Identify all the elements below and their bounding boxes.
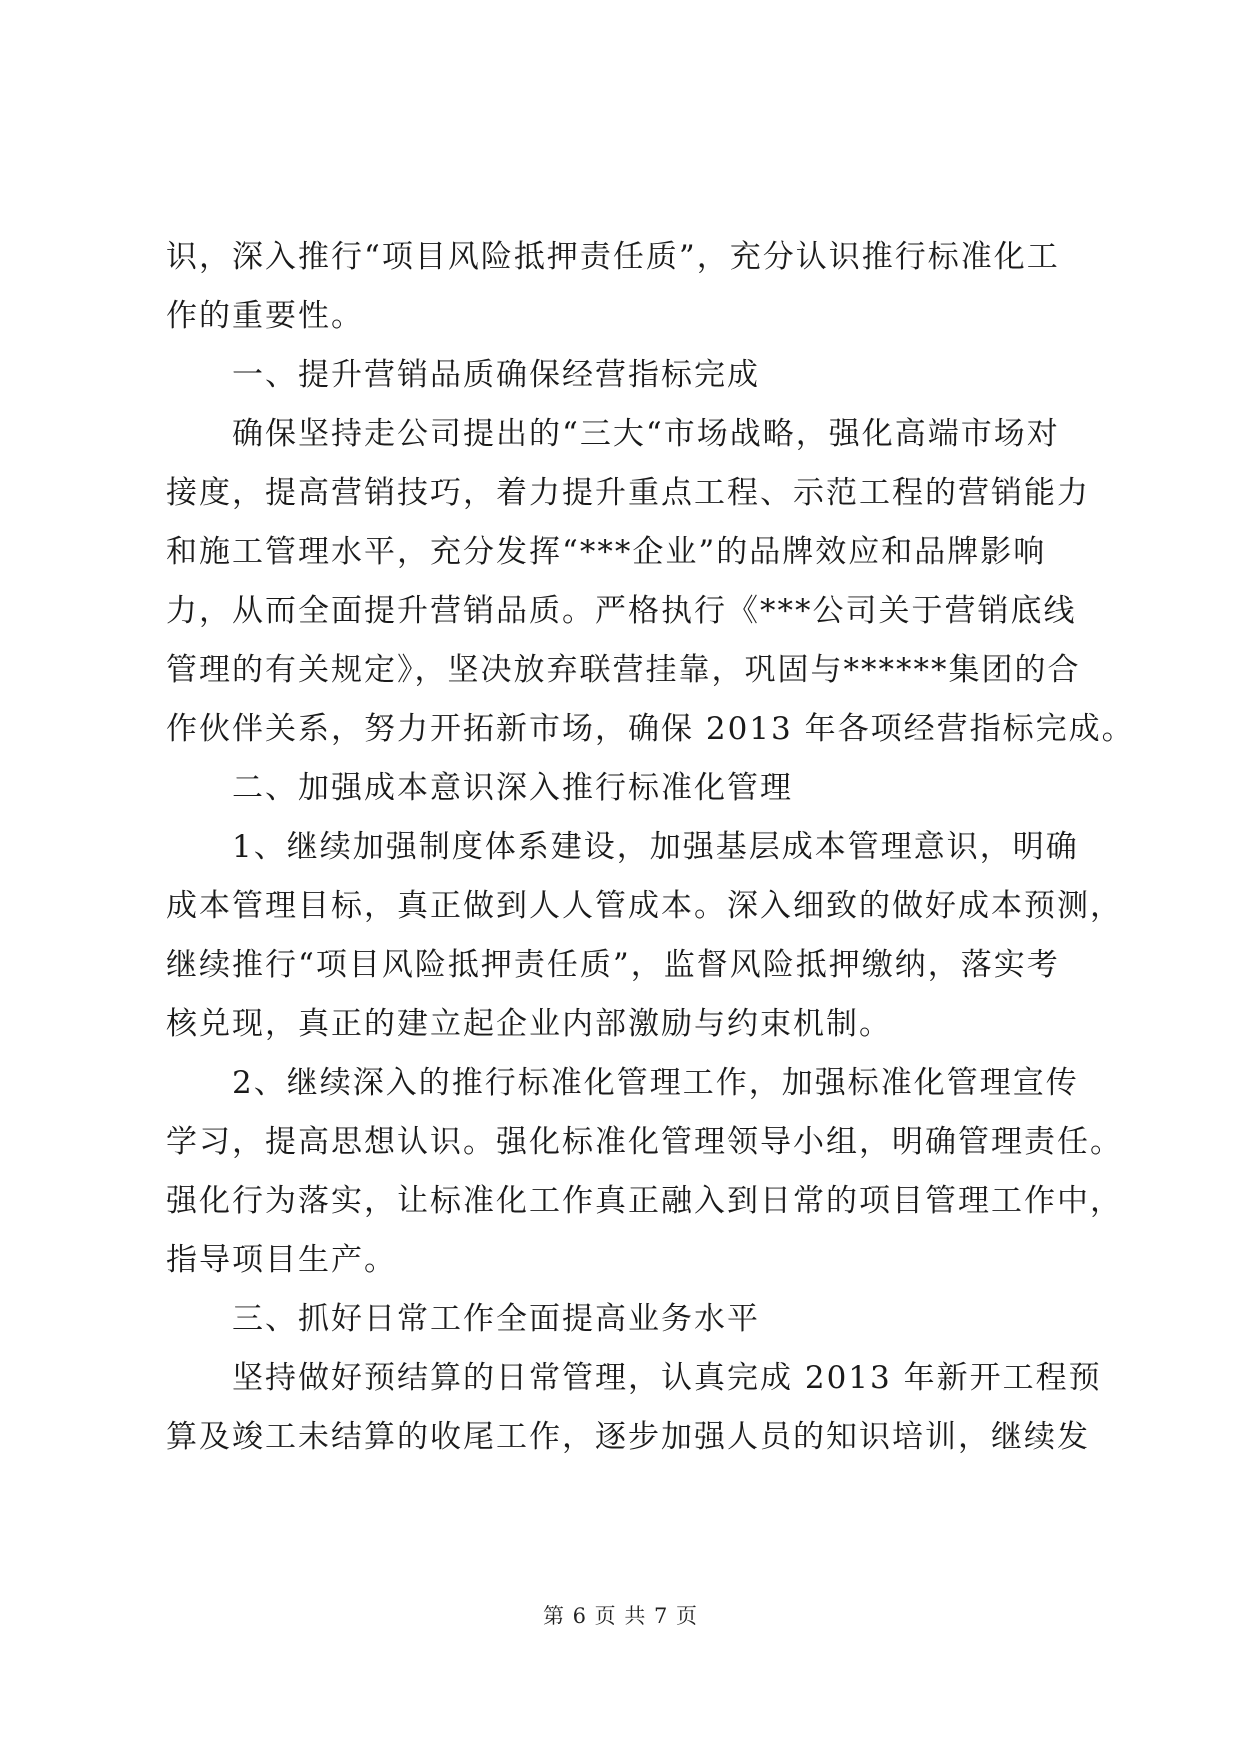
text-line: 成本管理目标，真正做到人人管成本。深入细致的做好成本预测， [166, 888, 1123, 924]
text-line: 1、继续加强制度体系建设，加强基层成本管理意识，明确 [166, 829, 1079, 865]
document-body [166, 228, 1135, 1467]
text-line: 强化行为落实，让标准化工作真正融入到日常的项目管理工作中， [166, 1183, 1123, 1219]
text-line: 作的重要性。 [166, 298, 364, 334]
text-line: 2、继续深入的推行标准化管理工作，加强标准化管理宣传 [166, 1065, 1079, 1101]
section-heading: 二、加强成本意识深入推行标准化管理 [166, 770, 793, 806]
text-line: 核兑现，真正的建立起企业内部激励与约束机制。 [166, 1006, 892, 1042]
text-line: 继续推行“项目风险抵押责任质”，监督风险抵押缴纳，落实考 [166, 947, 1060, 983]
text-line: 接度，提高营销技巧，着力提升重点工程、示范工程的营销能力 [166, 475, 1090, 511]
text-line: 识，深入推行“项目风险抵押责任质”，充分认识推行标准化工 [166, 239, 1060, 275]
section-heading: 一、提升营销品质确保经营指标完成 [166, 357, 760, 393]
text-line: 指导项目生产。 [166, 1242, 397, 1278]
text-line: 力，从而全面提升营销品质。严格执行《***公司关于营销底线 [166, 593, 1077, 629]
text-line: 管理的有关规定》，坚决放弃联营挂靠，巩固与******集团的合 [166, 652, 1081, 688]
text-line: 坚持做好预结算的日常管理，认真完成 2013 年新开工程预 [166, 1360, 1102, 1396]
text-line: 和施工管理水平，充分发挥“***企业”的品牌效应和品牌影响 [166, 534, 1047, 570]
page-footer: 第 6 页 共 7 页 [542, 1604, 699, 1628]
section-heading: 三、抓好日常工作全面提高业务水平 [166, 1301, 760, 1337]
text-line: 学习，提高思想认识。强化标准化管理领导小组，明确管理责任。 [166, 1124, 1123, 1160]
text-line: 作伙伴关系，努力开拓新市场，确保 2013 年各项经营指标完成。 [166, 711, 1135, 747]
text-line: 确保坚持走公司提出的“三大“市场战略，强化高端市场对 [166, 416, 1060, 452]
text-line: 算及竣工未结算的收尾工作，逐步加强人员的知识培训，继续发 [166, 1419, 1090, 1455]
